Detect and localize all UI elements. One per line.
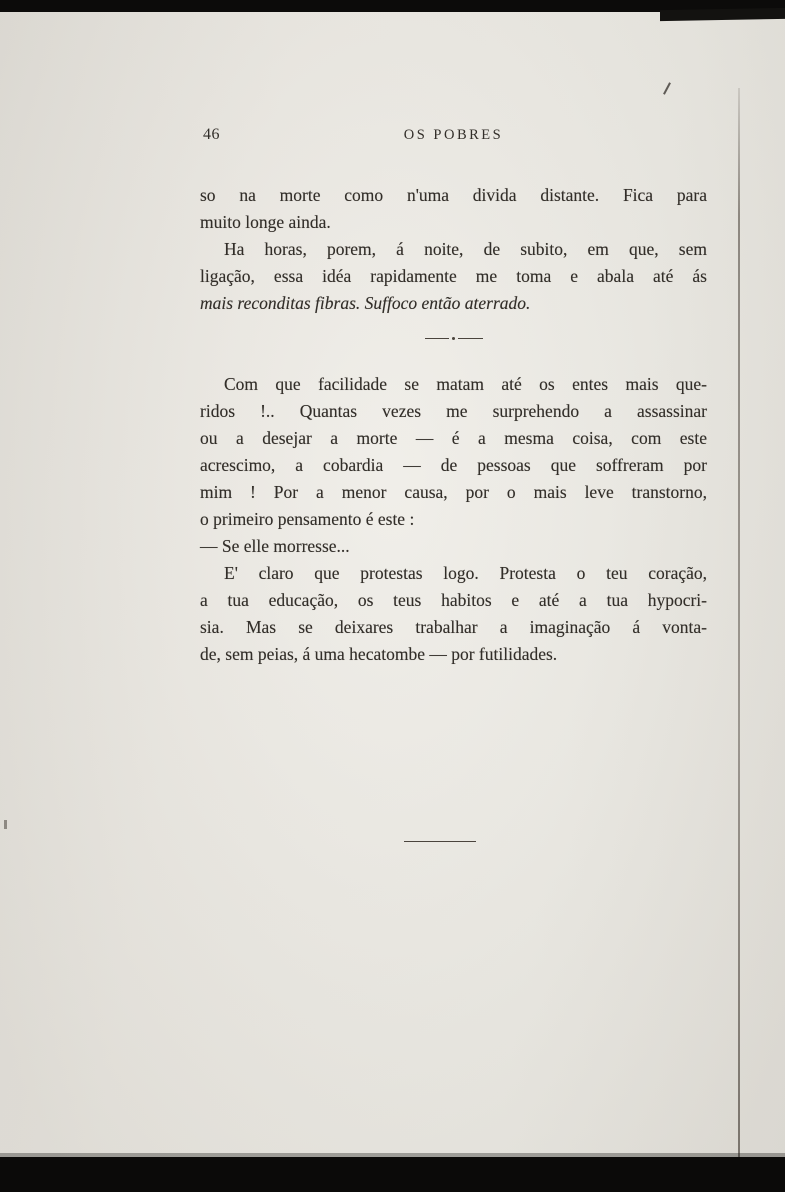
- text-line: de, sem peias, á uma hecatombe — por futilidades.: [200, 644, 558, 664]
- paragraph: [200, 560, 707, 668]
- text-line: so na morte como n'uma divida distante. Fica para: [200, 185, 707, 205]
- text-block: [200, 182, 707, 668]
- paragraph: [200, 533, 707, 560]
- page-header: [200, 126, 707, 148]
- text-line: Ha horas, porem, á noite, de subito, em que, sem: [224, 239, 707, 259]
- text-line: — Se elle morresse...: [200, 536, 350, 556]
- scan-speck: [663, 82, 671, 94]
- page-number: 46: [203, 126, 220, 143]
- scan-artifact-right-edge-line: [738, 88, 740, 1157]
- text-line: o primeiro pensamento é este :: [200, 509, 415, 529]
- scan-artifact-top-right-bar: [660, 8, 785, 21]
- text-line: ligação, essa idéa rapidamente me toma e abala até ás: [200, 266, 707, 286]
- paragraph: [200, 371, 707, 533]
- text-line: muito longe ainda.: [200, 212, 331, 232]
- paragraph: [200, 236, 707, 317]
- text-line: acrescimo, a cobardia — de pessoas que soffreram por: [200, 455, 707, 475]
- divider-segment: [458, 338, 483, 339]
- divider-dot: [452, 337, 455, 340]
- scan-artifact-bottom-bar: [0, 1157, 785, 1192]
- scan-speck: [4, 820, 7, 829]
- text-line: sia. Mas se deixares trabalhar a imaginação á vonta-: [200, 617, 707, 637]
- text-line: ridos !.. Quantas vezes me surprehendo a assassinar: [200, 401, 707, 421]
- section-divider: [404, 841, 476, 842]
- text-line: mais reconditas fibras. Suffoco então aterrado.: [200, 293, 531, 313]
- text-line: a tua educação, os teus habitos e até a tua hypocri-: [200, 590, 707, 610]
- text-line: mim ! Por a menor causa, por o mais leve transtorno,: [200, 482, 707, 502]
- running-title: OS POBRES: [403, 127, 504, 143]
- text-line: E' claro que protestas logo. Protesta o teu coração,: [224, 563, 707, 583]
- text-line: ou a desejar a morte — é a mesma coisa, com este: [200, 428, 707, 448]
- divider-segment: [425, 338, 450, 339]
- paragraph: [200, 182, 707, 236]
- text-line: Com que facilidade se matam até os entes mais que-: [224, 374, 707, 394]
- section-divider: [425, 335, 483, 341]
